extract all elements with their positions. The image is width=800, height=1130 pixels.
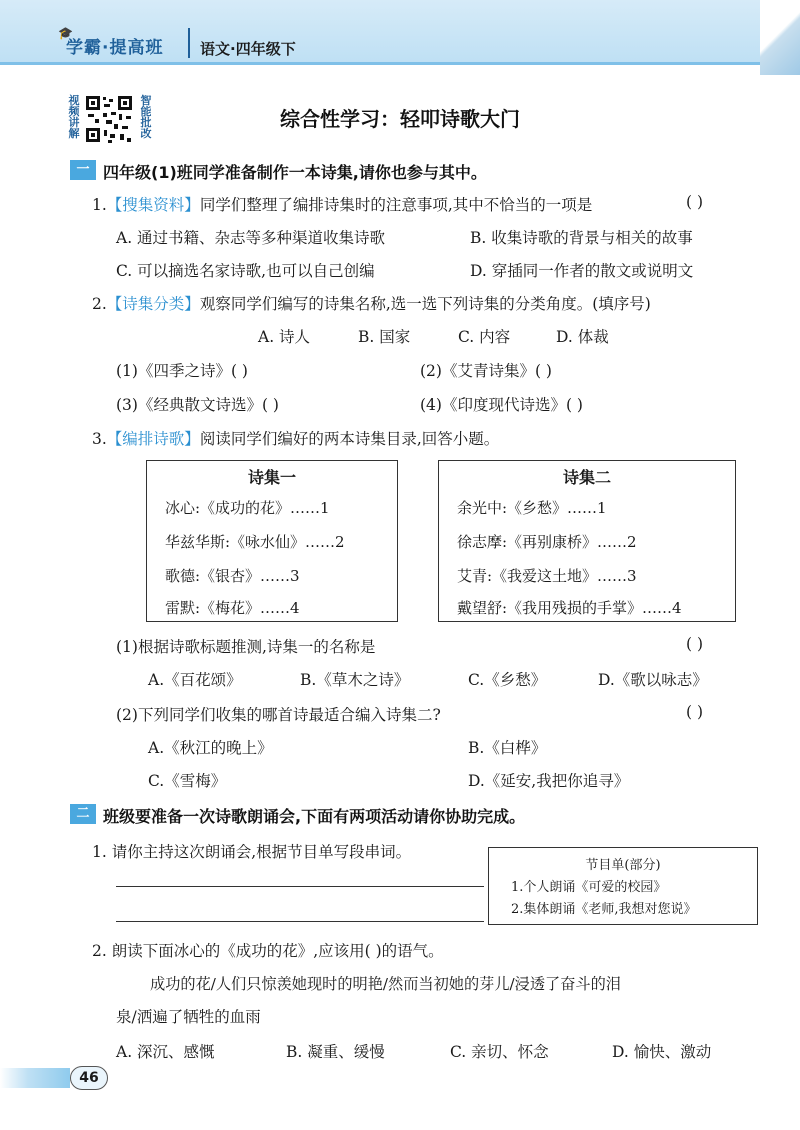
option-d: D.《歌以咏志》 (598, 671, 708, 689)
sub-question-1: (1)根据诗歌标题推测,诗集一的名称是 (116, 638, 376, 656)
toc-row: 余光中:《乡愁》……1 (457, 499, 607, 517)
question-1-1 (92, 193, 592, 215)
section-badge-2: 二 (70, 804, 96, 824)
question-number: 1. (92, 196, 107, 214)
option-d: D. 穿插同一作者的散文或说明文 (470, 262, 694, 280)
option-a: A.《百花颂》 (148, 671, 242, 689)
subject-label: 语文·四年级下 (200, 40, 296, 58)
page-number: 46 (70, 1066, 108, 1090)
program-item: 1.个人朗诵《可爱的校园》 (511, 880, 667, 895)
answer-paren[interactable]: ( ) (686, 635, 704, 653)
choice-b: B. 国家 (358, 328, 411, 346)
question-text: 同学们整理了编排诗集时的注意事项,其中不恰当的一项是 (199, 196, 593, 214)
poem-line-2: 泉/洒遍了牺牲的血雨 (116, 1008, 261, 1026)
choice-d: D. 体裁 (556, 328, 609, 346)
option-d: D. 愉快、激动 (612, 1043, 712, 1061)
header-divider (188, 28, 190, 58)
qr-right-label: 智能批改 (140, 94, 152, 140)
program-item: 2.集体朗诵《老师,我想对您说》 (511, 902, 697, 917)
section-heading-1: 四年级(1)班同学准备制作一本诗集,请你也参与其中。 (103, 163, 487, 182)
toc-row: 徐志摩:《再别康桥》……2 (457, 533, 637, 551)
question-number: 3. (92, 430, 107, 448)
option-a: A. 深沉、感慨 (116, 1043, 215, 1061)
question-text: 阅读同学们编好的两本诗集目录,回答小题。 (199, 430, 500, 448)
option-c: C. 亲切、怀念 (450, 1043, 549, 1061)
toc-row: 华兹华斯:《咏水仙》……2 (165, 533, 345, 551)
choice-c: C. 内容 (458, 328, 511, 346)
answer-line-2[interactable] (116, 921, 484, 922)
program-list-box (488, 847, 758, 925)
choice-a: A. 诗人 (258, 328, 311, 346)
page-number-bar (0, 1068, 70, 1088)
question-tag: 【诗集分类】 (106, 295, 200, 313)
question-text: 请你主持这次朗诵会,根据节目单写段串词。 (111, 843, 412, 861)
question-number: 1. (92, 843, 107, 861)
toc-row: 艾青:《我爱这土地》……3 (457, 567, 637, 585)
classify-item-2[interactable]: (2)《艾青诗集》( ) (420, 362, 552, 380)
question-2-2 (92, 939, 444, 961)
classify-item-4[interactable]: (4)《印度现代诗选》( ) (420, 396, 583, 414)
question-number: 2. (92, 942, 107, 960)
classify-item-3[interactable]: (3)《经典散文诗选》( ) (116, 396, 279, 414)
question-text: 观察同学们编写的诗集名称,选一选下列诗集的分类角度。(填序号) (199, 295, 651, 313)
page-curl (760, 0, 800, 75)
question-tag: 【搜集资料】 (106, 196, 200, 214)
toc-row: 歌德:《银杏》……3 (165, 567, 300, 585)
option-c: C. 可以摘选名家诗歌,也可以自己创编 (116, 262, 375, 280)
option-a: A.《秋江的晚上》 (148, 739, 273, 757)
option-c: C.《乡愁》 (468, 671, 547, 689)
page-title: 综合性学习：轻叩诗歌大门 (280, 107, 520, 131)
toc-row: 戴望舒:《我用残损的手掌》……4 (457, 599, 682, 617)
qr-left-label: 视频讲解 (68, 94, 80, 140)
question-1-2 (92, 292, 651, 314)
poetry-book-2 (438, 460, 736, 622)
option-d: D.《延安,我把你追寻》 (468, 772, 630, 790)
poetry-book-1 (146, 460, 398, 622)
brand-name: 学霸·提高班 (66, 38, 164, 58)
option-a: A. 通过书籍、杂志等多种渠道收集诗歌 (116, 229, 386, 247)
graduation-cap-icon: 🎓 (58, 26, 73, 40)
option-c: C.《雪梅》 (148, 772, 227, 790)
program-title: 节目单(部分) (585, 858, 661, 873)
option-b: B. 凝重、缓慢 (286, 1043, 385, 1061)
option-b: B.《草木之诗》 (300, 671, 410, 689)
question-2-1 (92, 840, 411, 862)
section-badge-1: 一 (70, 160, 96, 180)
book-title: 诗集二 (562, 468, 611, 487)
option-b: B.《白桦》 (468, 739, 547, 757)
poem-line-1: 成功的花/人们只惊羡她现时的明艳/然而当初她的芽儿/浸透了奋斗的泪 (150, 975, 621, 993)
question-text: 朗读下面冰心的《成功的花》,应该用( )的语气。 (111, 942, 444, 960)
question-tag: 【编排诗歌】 (106, 430, 200, 448)
book-title: 诗集一 (247, 468, 296, 487)
sub-question-2: (2)下列同学们收集的哪首诗最适合编入诗集二? (116, 706, 441, 724)
option-b: B. 收集诗歌的背景与相关的故事 (470, 229, 693, 247)
section-heading-2: 班级要准备一次诗歌朗诵会,下面有两项活动请你协助完成。 (103, 807, 526, 826)
classify-item-1[interactable]: (1)《四季之诗》( ) (116, 362, 248, 380)
answer-paren[interactable]: ( ) (686, 703, 704, 721)
question-1-3 (92, 427, 499, 449)
toc-row: 雷默:《梅花》……4 (165, 599, 300, 617)
answer-line-1[interactable] (116, 886, 484, 887)
answer-paren[interactable]: ( ) (686, 193, 704, 211)
question-number: 2. (92, 295, 107, 313)
toc-row: 冰心:《成功的花》……1 (165, 499, 330, 517)
